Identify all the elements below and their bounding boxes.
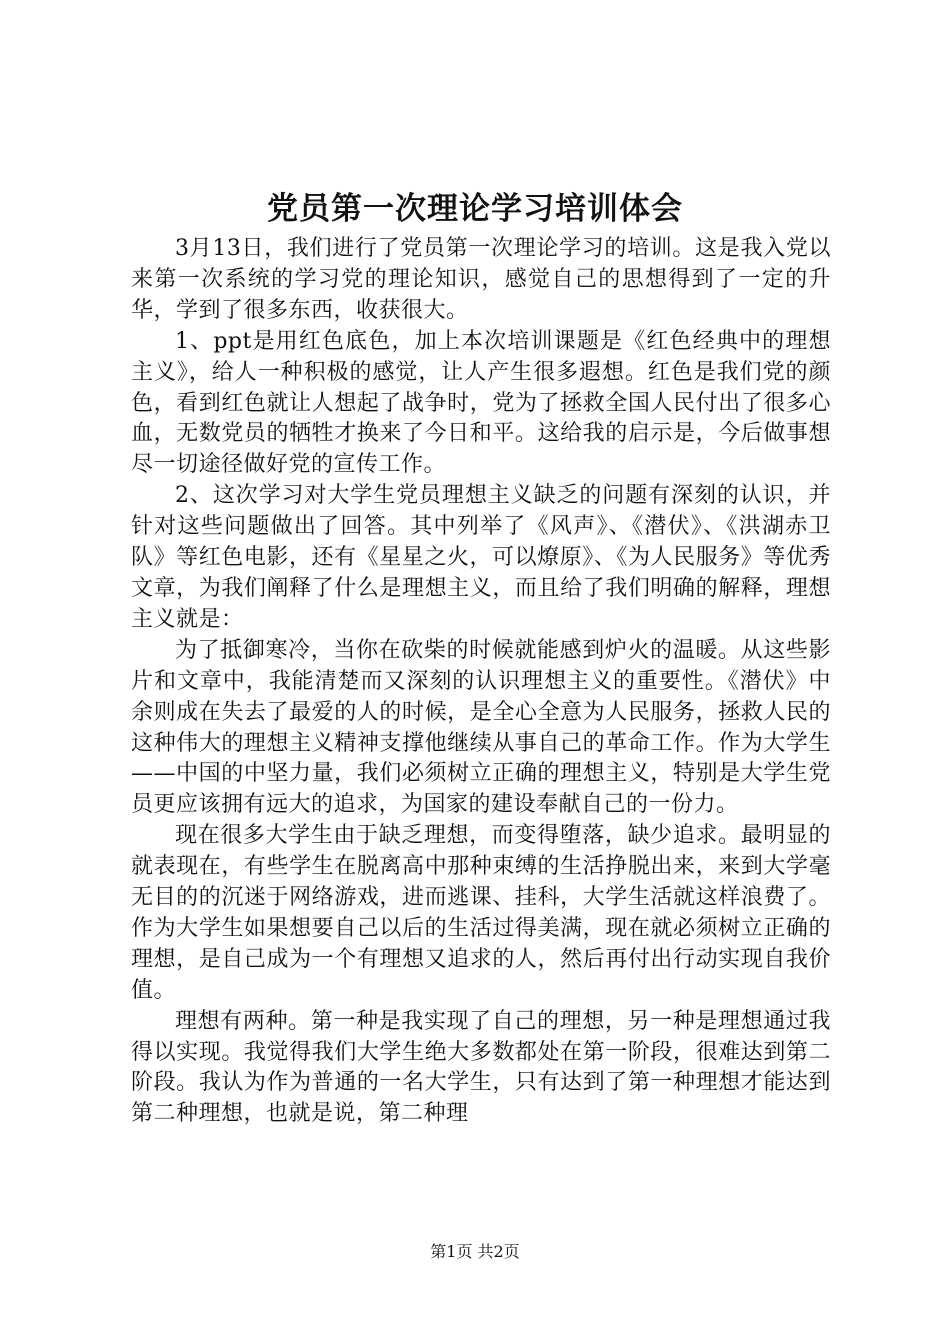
- document-body: [131, 234, 831, 1130]
- paragraph: 3月13日，我们进行了党员第一次理论学习的培训。这是我入党以来第一次系统的学习党的理论知识，感觉自己的思想得到了一定的升华，学到了很多东西，收获很大。: [131, 236, 831, 323]
- paragraph: 2、这次学习对大学生党员理想主义缺乏的问题有深刻的认识，并针对这些问题做出了回答。其中列举了《风声》、《潜伏》、《洪湖赤卫队》等红色电影，还有《星星之火，可以燎原》、《为人民服务》等优秀文章，为我们阐释了什么是理想主义，而且给了我们明确的解释，理想主义就是：: [131, 483, 831, 632]
- paragraph: 现在很多大学生由于缺乏理想，而变得堕落，缺少追求。最明显的就表现在，有些学生在脱离高中那种束缚的生活挣脱出来，来到大学毫无目的的沉迷于网络游戏，进而逃课、挂科，大学生活就这样浪费了。作为大学生如果想要自己以后的生活过得美满，现在就必须树立正确的理想，是自己成为一个有理想又追求的人，然后再付出行动实现自我价值。: [131, 823, 831, 1003]
- paragraph: 为了抵御寒冷，当你在砍柴的时候就能感到炉火的温暖。从这些影片和文章中，我能清楚而又深刻的认识理想主义的重要性。《潜伏》中余则成在失去了最爱的人的时候，是全心全意为人民服务，拯救人民的这种伟大的理想主义精神支撑他继续从事自己的革命工作。作为大学生——中国的中坚力量，我们必须树立正确的理想主义，特别是大学生党员更应该拥有远大的追求，为国家的建设奉献自己的一份力。: [131, 637, 831, 818]
- paragraph: 理想有两种。第一种是我实现了自己的理想，另一种是理想通过我得以实现。我觉得我们大学生绝大多数都处在第一阶段，很难达到第二阶段。我认为作为普通的一名大学生，只有达到了第一种理想才能达到第二种理想，也就是说，第二种理: [131, 1008, 831, 1127]
- paragraph: 1、ppt是用红色底色，加上本次培训课题是《红色经典中的理想主义》，给人一种积极的感觉，让人产生很多遐想。红色是我们党的颜色，看到红色就让人想起了战争时，党为了拯救全国人民付出了很多心血，无数党员的牺牲才换来了今日和平。这给我的启示是，今后做事想尽一切途径做好党的宣传工作。: [131, 328, 831, 478]
- document-title: 党员第一次理论学习培训体会: [267, 191, 683, 227]
- page-footer: 第1页 共2页: [430, 1242, 520, 1261]
